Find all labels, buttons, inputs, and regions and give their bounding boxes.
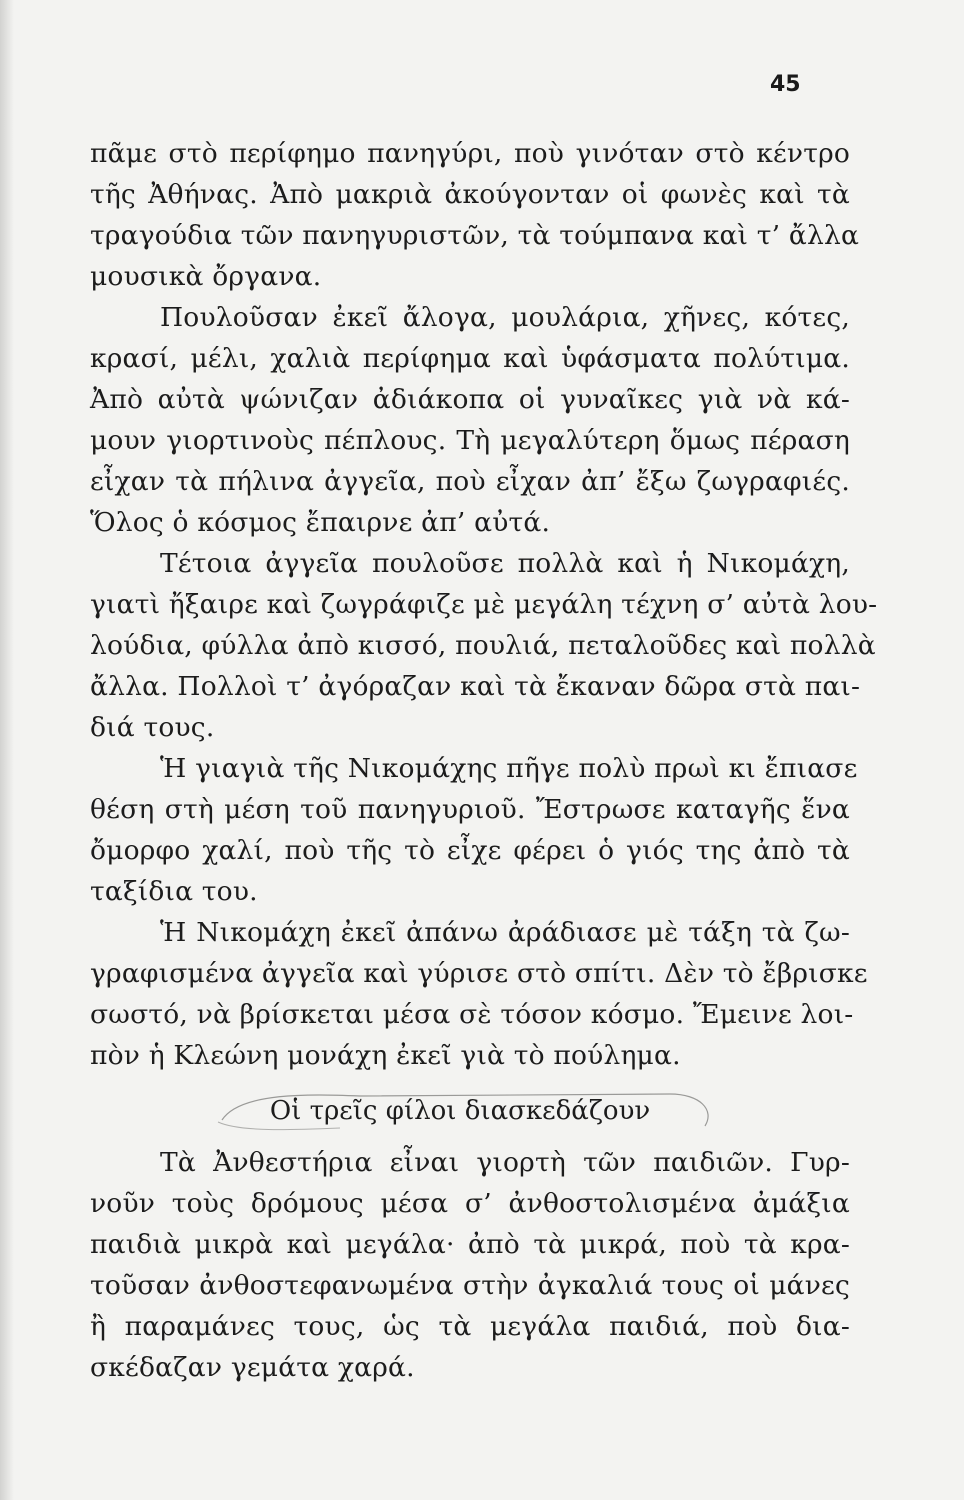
text-line: πᾶμε στὸ περίφημο πανηγύρι, ποὺ γινόταν στὸ κέντρο — [90, 138, 850, 169]
text-line: γιατὶ ἤξαιρε καὶ ζωγράφιζε μὲ μεγάλη τέχνη σ’ αὐτὰ λου- — [90, 589, 878, 620]
text-line: διά τους. — [90, 712, 215, 743]
text-line: τῆς Ἀθήνας. Ἀπὸ μακριὰ ἀκούγονταν οἱ φωνὲς καὶ τὰ — [90, 179, 850, 210]
text-line: σκέδαζαν γεμάτα χαρά. — [90, 1352, 415, 1383]
section-heading-frame — [200, 1080, 720, 1142]
text-line: Πουλοῦσαν ἐκεῖ ἄλογα, μουλάρια, χῆνες, κότες, — [160, 302, 850, 333]
text-line: Ἡ Νικομάχη ἐκεῖ ἀπάνω ἀράδιασε μὲ τάξη τὰ ζω- — [160, 917, 850, 948]
text-line: εἶχαν τὰ πήλινα ἀγγεῖα, ποὺ εἶχαν ἀπ’ ἔξω ζωγραφιές. — [90, 466, 850, 497]
body-text — [90, 133, 878, 1076]
text-line: Ἡ γιαγιὰ τῆς Νικομάχης πῆγε πολὺ πρωὶ κι ἔπιασε — [160, 753, 858, 784]
text-line: ἄλλα. Πολλοὶ τ’ ἀγόραζαν καὶ τὰ ἔκαναν δῶρα στὰ παι- — [90, 671, 861, 702]
text-line: τραγούδια τῶν πανηγυριστῶν, τὰ τούμπανα καὶ τ’ ἄλλα — [90, 220, 860, 251]
text-line: νοῦν τοὺς δρόμους μέσα σ’ ἀνθοστολισμένα ἀμάξια — [90, 1188, 850, 1219]
page-number: 45 — [770, 72, 801, 97]
text-line: Ὅλος ὁ κόσμος ἔπαιρνε ἀπ’ αὐτά. — [90, 507, 551, 538]
text-line: θέση στὴ μέση τοῦ πανηγυριοῦ. Ἔστρωσε καταγῆς ἕνα — [90, 794, 850, 825]
text-line: τοῦσαν ἀνθοστεφανωμένα στὴν ἀγκαλιά τους οἱ μάνες — [90, 1270, 850, 1301]
text-line: κρασί, μέλι, χαλιὰ περίφημα καὶ ὑφάσματα πολύτιμα. — [90, 343, 850, 374]
text-line: ταξίδια του. — [90, 876, 258, 907]
text-line: πὸν ἡ Κλεώνη μονάχη ἐκεῖ γιὰ τὸ πούλημα. — [90, 1040, 681, 1071]
page-edge-shadow — [0, 0, 14, 1500]
text-line: παιδιὰ μικρὰ καὶ μεγάλα· ἀπὸ τὰ μικρά, ποὺ τὰ κρα- — [90, 1229, 850, 1260]
section-heading: Οἱ τρεῖς φίλοι διασκεδάζουν — [269, 1096, 651, 1126]
text-line: σωστό, νὰ βρίσκεται μέσα σὲ τόσον κόσμο. Ἔμεινε λοι- — [90, 999, 854, 1030]
text-line: μουσικὰ ὄργανα. — [90, 261, 322, 292]
text-line: Τὰ Ἀνθεστήρια εἶναι γιορτὴ τῶν παιδιῶν. Γυρ- — [160, 1147, 850, 1178]
text-line: μουν γιορτινοὺς πέπλους. Τὴ μεγαλύτερη ὅμως πέραση — [90, 425, 850, 456]
text-line: γραφισμένα ἀγγεῖα καὶ γύρισε στὸ σπίτι. Δὲν τὸ ἔβρισκε — [90, 958, 868, 989]
text-line: ἢ παραμάνες τους, ὡς τὰ μεγάλα παιδιά, ποὺ δια- — [90, 1311, 850, 1342]
text-line: Τέτοια ἀγγεῖα πουλοῦσε πολλὰ καὶ ἡ Νικομάχη, — [160, 548, 850, 579]
section-text — [90, 1142, 850, 1388]
text-line: ὄμορφο χαλί, ποὺ τῆς τὸ εἶχε φέρει ὁ γιός της ἀπὸ τὰ — [90, 835, 850, 866]
text-line: λούδια, φύλλα ἀπὸ κισσό, πουλιά, πεταλοῦδες καὶ πολλὰ — [90, 630, 876, 661]
text-line: Ἀπὸ αὐτὰ ψώνιζαν ἀδιάκοπα οἱ γυναῖκες γιὰ νὰ κά- — [90, 384, 850, 415]
